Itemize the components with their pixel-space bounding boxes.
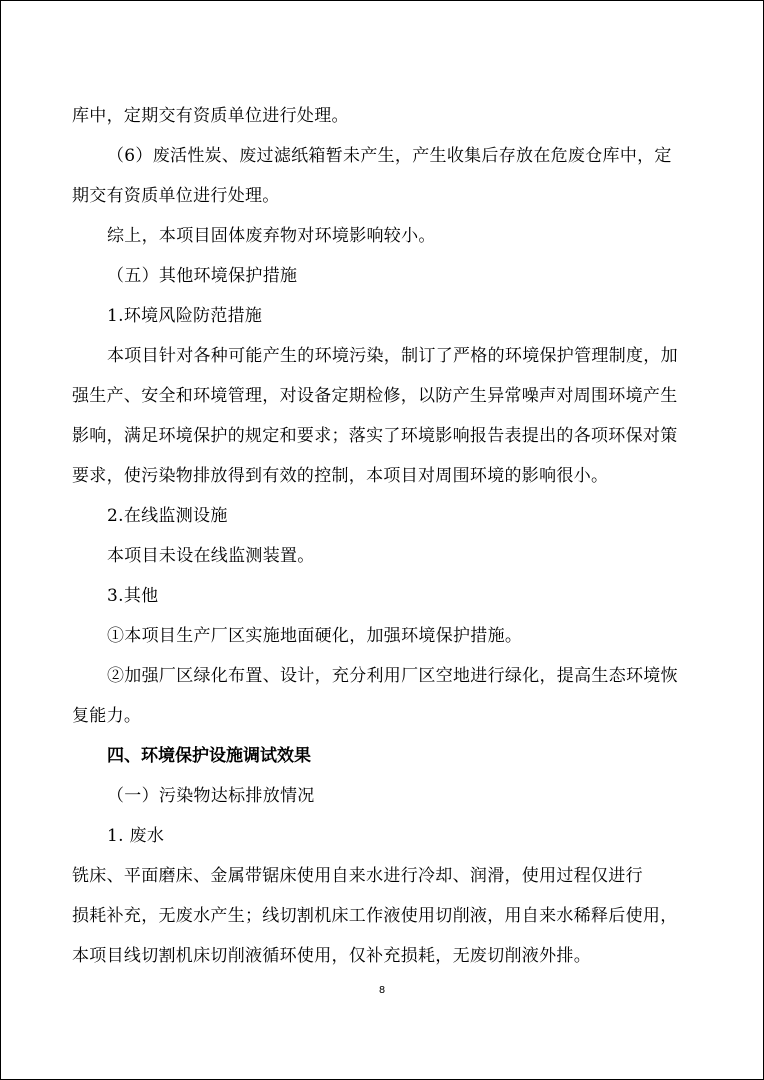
section-heading-other-measures: （五）其他环境保护措施 [107, 266, 298, 286]
text-line-21: 损耗补充，无废水产生；线切割机床工作液使用切削液，用自来水稀释后使用， [72, 906, 678, 926]
text-line-1: 库中，定期交有资质单位进行处理。 [72, 106, 349, 126]
text-line-20: 铣床、平面磨床、金属带锯床使用自来水进行冷却、润滑，使用过程仅进行 [72, 866, 643, 886]
text-line-4: 综上，本项目固体废弃物对环境影响较小。 [107, 226, 436, 246]
page-number: 8 [378, 985, 386, 996]
text-line-3: 期交有资质单位进行处理。 [72, 186, 280, 206]
text-line-12: 本项目未设在线监测装置。 [107, 546, 315, 566]
text-line-2: （6）废活性炭、废过滤纸箱暂未产生，产生收集后存放在危废仓库中，定 [107, 146, 672, 166]
text-line-16: 复能力。 [72, 706, 142, 726]
subheading-other: 3.其他 [107, 586, 159, 606]
text-line-7: 本项目针对各种可能产生的环境污染，制订了严格的环境保护管理制度，加 [107, 346, 678, 366]
document-body [72, 96, 696, 976]
subheading-wastewater: 1. 废水 [107, 826, 165, 846]
text-line-14: ①本项目生产厂区实施地面硬化，加强环境保护措施。 [107, 626, 523, 646]
chapter-heading-commissioning-effect: 四、环境保护设施调试效果 [107, 746, 311, 766]
text-line-15: ②加强厂区绿化布置、设计，充分利用厂区空地进行绿化，提高生态环境恢 [107, 666, 678, 686]
text-line-22: 本项目线切割机床切削液循环使用，仅补充损耗，无废切削液外排。 [72, 946, 591, 966]
text-line-10: 要求，使污染物排放得到有效的控制，本项目对周围环境的影响很小。 [72, 466, 609, 486]
subheading-risk-prevention: 1.环境风险防范措施 [107, 306, 263, 326]
text-line-8: 强生产、安全和环境管理，对设备定期检修，以防产生异常噪声对周围环境产生 [72, 386, 678, 406]
subheading-online-monitoring: 2.在线监测设施 [107, 506, 228, 526]
text-line-9: 影响，满足环境保护的规定和要求；落实了环境影响报告表提出的各项环保对策 [72, 426, 678, 446]
section-heading-discharge-status: （一）污染物达标排放情况 [107, 786, 315, 806]
